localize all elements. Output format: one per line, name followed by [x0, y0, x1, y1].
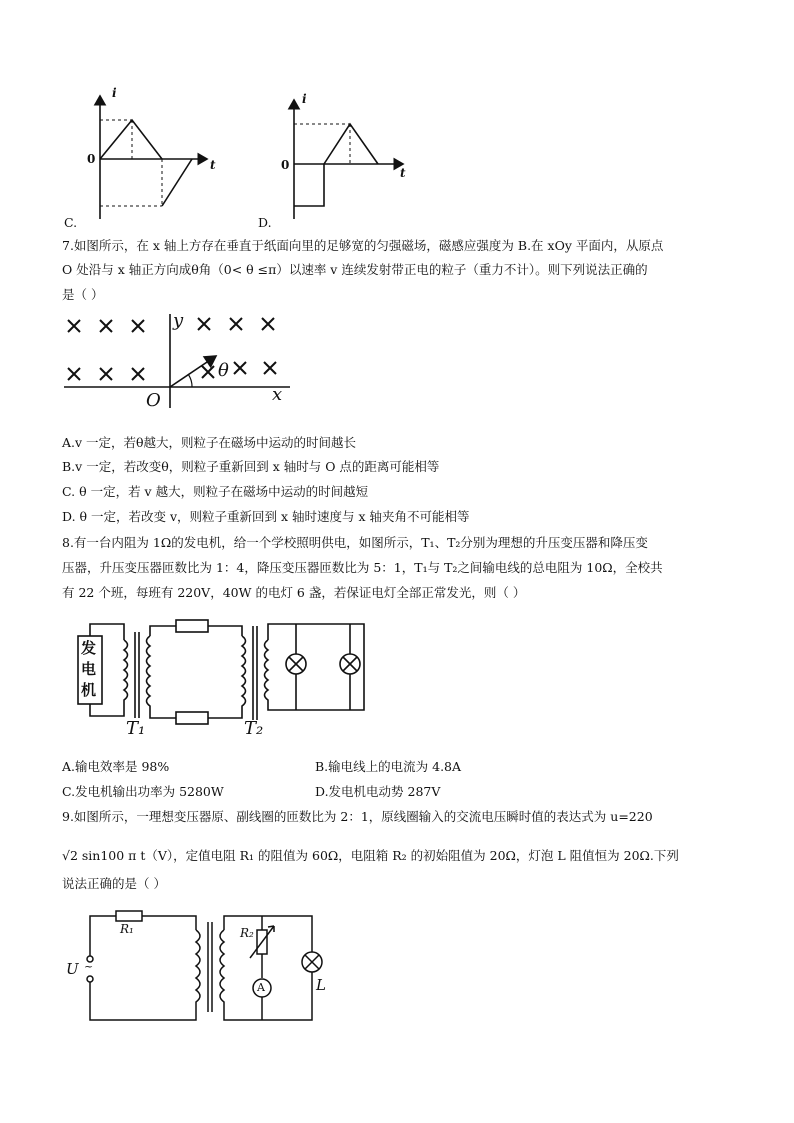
graph-c-y-label: i — [112, 86, 117, 100]
graph-c-x-label: t — [210, 158, 216, 172]
q7-field-figure — [60, 308, 300, 418]
r2-label: R₂ — [240, 926, 254, 940]
u-label: U — [66, 960, 79, 978]
lamp-label: L — [316, 976, 326, 994]
option-c-label: C. — [64, 215, 78, 230]
q8-stem-line1: 8.有一台内阻为 1Ω的发电机，给一个学校照明供电，如图所示，T₁、T₂分别为理想的升压变压器和降压变 — [62, 535, 648, 550]
q7-option-b: B.v 一定，若改变θ，则粒子重新回到 x 轴时与 O 点的距离可能相等 — [62, 459, 440, 474]
q7-y-label: y — [173, 310, 184, 331]
q9-stem-line3: 说法正确的是（ ） — [62, 876, 166, 891]
q8-option-a: A.输电效率是 98% — [62, 759, 170, 774]
graph-c — [62, 84, 222, 224]
q7-option-d: D. θ 一定，若改变 v，则粒子重新回到 x 轴时速度与 x 轴夹角不可能相等 — [62, 509, 470, 524]
generator-label: 发电机 — [81, 639, 97, 699]
q8-option-c: C.发电机输出功率为 5280W — [62, 784, 224, 799]
q7-origin-label: O — [146, 390, 161, 411]
q7-option-c: C. θ 一定，若 v 越大，则粒子在磁场中运动的时间越短 — [62, 484, 369, 499]
q9-transformer-circuit — [62, 900, 332, 1030]
graph-d-origin: 0 — [281, 158, 290, 172]
q8-option-b: B.输电线上的电流为 4.8A — [315, 759, 462, 774]
q7-option-a: A.v 一定，若θ越大，则粒子在磁场中运动的时间越长 — [62, 435, 357, 450]
t1-label: T₁ — [126, 718, 146, 739]
q8-option-d: D.发电机电动势 287V — [315, 784, 441, 799]
ammeter-label: A — [257, 981, 265, 994]
option-d-label: D. — [258, 215, 272, 230]
r1-label: R₁ — [120, 922, 134, 936]
q7-x-label: x — [272, 384, 283, 405]
graph-d — [278, 94, 418, 224]
graph-d-y-label: i — [302, 92, 307, 106]
q9-stem-line2: √2 sin100 π t（V），定值电阻 R₁ 的阻值为 60Ω，电阻箱 R₂ 的初始阻值为 20Ω，灯泡 L 阻值恒为 20Ω.下列 — [62, 848, 679, 863]
q8-stem-line2: 压器，升压变压器匝数比为 1：4，降压变压器匝数比为 5：1，T₁与 T₂之间输电线的总电阻为 10Ω，全校共 — [62, 560, 663, 575]
graph-c-origin: 0 — [87, 152, 96, 166]
q7-stem-line3: 是（ ） — [62, 287, 104, 302]
q7-stem-line2: O 处沿与 x 轴正方向成θ角（0< θ ≤π）以速率 v 连续发射带正电的粒子（重力不计）。则下列说法正确的 — [62, 262, 648, 277]
q9-stem-line1: 9.如图所示，一理想变压器原、副线圈的匝数比为 2：1，原线圈输入的交流电压瞬时值的表达式为 u=220 — [62, 809, 653, 824]
field-crosses — [68, 318, 276, 380]
ac-symbol: ~ — [84, 960, 94, 973]
q7-angle-label: θ — [218, 360, 229, 381]
q8-transmission-circuit — [64, 614, 374, 746]
graph-d-x-label: t — [400, 166, 406, 180]
q8-stem-line3: 有 22 个班，每班有 220V，40W 的电灯 6 盏，若保证电灯全部正常发光，则（ ） — [62, 585, 526, 600]
q7-stem-line1: 7.如图所示，在 x 轴上方存在垂直于纸面向里的足够宽的匀强磁场，磁感应强度为 B.在 xOy 平面内，从原点 — [62, 238, 664, 253]
t2-label: T₂ — [244, 718, 264, 739]
